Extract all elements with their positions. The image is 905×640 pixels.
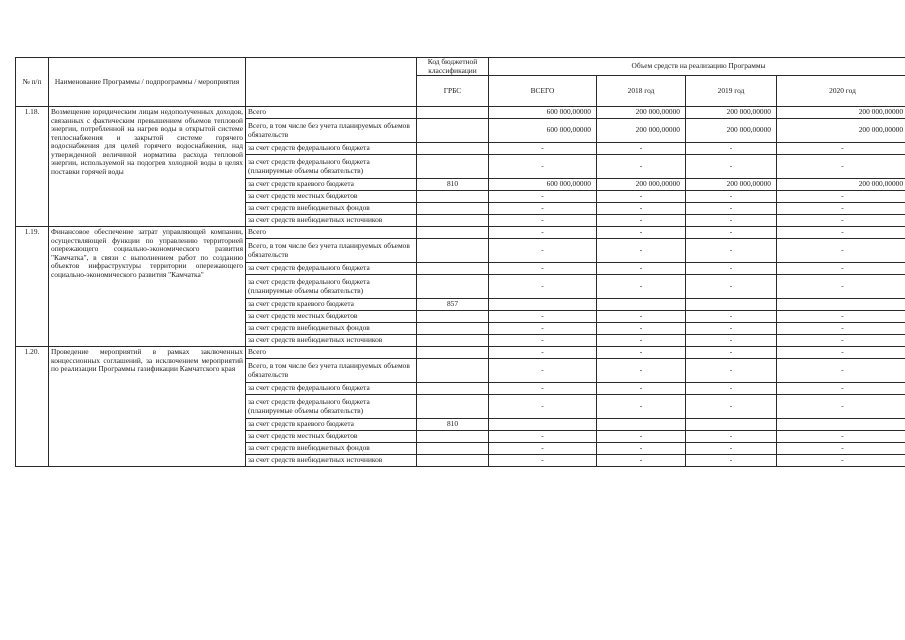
- funding-source: за счет средств федерального бюджета: [246, 143, 417, 155]
- value-2020: -: [777, 263, 905, 275]
- value-2019: -: [686, 155, 777, 179]
- funding-source: за счет средств внебюджетных фондов: [246, 323, 417, 335]
- header-num: № п/п: [16, 58, 49, 107]
- item-number: 1.19.: [16, 227, 49, 347]
- value-2019: -: [686, 203, 777, 215]
- value-2019: -: [686, 323, 777, 335]
- grbs-code: 810: [417, 419, 489, 431]
- item-name: Финансовое обеспечение затрат управляющей компании, осуществляющей функции по управлению территорией опережающего социально-экономического развития "Камчатка", в связи с выполнением работ по созданию объектов инфраструктуры территории опережающего социально-экономического развития "Камчатка": [49, 227, 246, 347]
- value-2019: 200 000,00000: [686, 179, 777, 191]
- value-2020: -: [777, 383, 905, 395]
- value-2019: -: [686, 215, 777, 227]
- grbs-code: [417, 119, 489, 143]
- funding-source: за счет средств внебюджетных источников: [246, 335, 417, 347]
- funding-source: Всего: [246, 227, 417, 239]
- value-2019: -: [686, 263, 777, 275]
- value-2018: -: [597, 143, 686, 155]
- header-2019: 2019 год: [686, 76, 777, 107]
- value-2020: 200 000,00000: [777, 107, 905, 119]
- value-2018: -: [597, 239, 686, 263]
- value-total: -: [489, 155, 597, 179]
- grbs-code: 810: [417, 179, 489, 191]
- grbs-code: [417, 431, 489, 443]
- value-2018: [597, 419, 686, 431]
- funding-source: за счет средств внебюджетных фондов: [246, 203, 417, 215]
- value-total: -: [489, 323, 597, 335]
- value-2019: 200 000,00000: [686, 107, 777, 119]
- funding-source: за счет средств краевого бюджета: [246, 179, 417, 191]
- value-2020: 200 000,00000: [777, 119, 905, 143]
- table-row: [16, 347, 905, 359]
- value-2018: -: [597, 263, 686, 275]
- grbs-code: [417, 323, 489, 335]
- grbs-code: [417, 107, 489, 119]
- header-grbs: ГРБС: [417, 76, 489, 107]
- value-2019: -: [686, 143, 777, 155]
- funding-source: Всего, в том числе без учета планируемых объемов обязательств: [246, 119, 417, 143]
- value-total: 600 000,00000: [489, 179, 597, 191]
- value-2020: -: [777, 347, 905, 359]
- funding-source: Всего: [246, 347, 417, 359]
- header-source: [246, 58, 417, 107]
- value-2020: -: [777, 227, 905, 239]
- value-2020: -: [777, 155, 905, 179]
- value-2020: -: [777, 443, 905, 455]
- grbs-code: [417, 203, 489, 215]
- value-2020: -: [777, 239, 905, 263]
- header-total: ВСЕГО: [489, 76, 597, 107]
- value-2019: -: [686, 191, 777, 203]
- budget-table: [15, 57, 905, 467]
- value-2018: -: [597, 347, 686, 359]
- value-total: -: [489, 143, 597, 155]
- value-2020: -: [777, 203, 905, 215]
- grbs-code: [417, 143, 489, 155]
- value-total: -: [489, 455, 597, 467]
- grbs-code: [417, 227, 489, 239]
- grbs-code: [417, 455, 489, 467]
- grbs-code: [417, 347, 489, 359]
- grbs-code: [417, 311, 489, 323]
- value-2018: 200 000,00000: [597, 107, 686, 119]
- value-2020: -: [777, 311, 905, 323]
- value-2020: [777, 419, 905, 431]
- value-total: -: [489, 227, 597, 239]
- grbs-code: [417, 275, 489, 299]
- value-2019: -: [686, 359, 777, 383]
- funding-source: за счет средств местных бюджетов: [246, 431, 417, 443]
- value-2020: -: [777, 395, 905, 419]
- table-body: [16, 107, 905, 467]
- value-2018: 200 000,00000: [597, 119, 686, 143]
- value-total: -: [489, 383, 597, 395]
- value-2020: -: [777, 335, 905, 347]
- item-number: 1.20.: [16, 347, 49, 467]
- table-header: [16, 58, 905, 107]
- grbs-code: [417, 239, 489, 263]
- value-total: -: [489, 203, 597, 215]
- value-2018: -: [597, 275, 686, 299]
- value-2019: 200 000,00000: [686, 119, 777, 143]
- value-2019: -: [686, 311, 777, 323]
- value-2020: -: [777, 323, 905, 335]
- funding-source: за счет средств краевого бюджета: [246, 419, 417, 431]
- funding-source: Всего, в том числе без учета планируемых объемов обязательств: [246, 239, 417, 263]
- header-name: Наименование Программы / подпрограммы / мероприятия: [49, 58, 246, 107]
- value-2020: -: [777, 215, 905, 227]
- table-row: [16, 107, 905, 119]
- value-2018: [597, 299, 686, 311]
- value-2019: -: [686, 431, 777, 443]
- value-total: -: [489, 359, 597, 383]
- value-2019: -: [686, 455, 777, 467]
- value-2018: -: [597, 311, 686, 323]
- funding-source: за счет средств краевого бюджета: [246, 299, 417, 311]
- funding-source: за счет средств федерального бюджета: [246, 263, 417, 275]
- item-name: Проведение мероприятий в рамках заключенных концессионных соглашений, за исключением мероприятий по реализации Программы газификации Камчатского края: [49, 347, 246, 467]
- value-total: -: [489, 191, 597, 203]
- value-2018: -: [597, 359, 686, 383]
- grbs-code: [417, 335, 489, 347]
- value-total: -: [489, 311, 597, 323]
- value-2018: 200 000,00000: [597, 179, 686, 191]
- value-total: -: [489, 275, 597, 299]
- item-name: Возмещение юридическим лицам недополученных доходов, связанных с фактическим превышением объемов тепловой энергии, потребленной на нагрев воды в открытой системе теплоснабжения и закрытой системе горячего водоснабжения для целей горячего водоснабжения, над утвержденной величиной норматива расхода тепловой энергии, используемой на подогрев холодной воды в целях поставки горячей воды: [49, 107, 246, 227]
- funding-source: за счет средств местных бюджетов: [246, 311, 417, 323]
- value-2018: -: [597, 155, 686, 179]
- value-total: 600 000,00000: [489, 107, 597, 119]
- value-2018: -: [597, 443, 686, 455]
- funding-source: за счет средств внебюджетных источников: [246, 215, 417, 227]
- funding-source: за счет средств внебюджетных источников: [246, 455, 417, 467]
- value-total: -: [489, 347, 597, 359]
- value-2018: -: [597, 191, 686, 203]
- value-2019: -: [686, 383, 777, 395]
- grbs-code: [417, 359, 489, 383]
- header-2018: 2018 год: [597, 76, 686, 107]
- value-2019: [686, 419, 777, 431]
- grbs-code: [417, 395, 489, 419]
- value-2019: -: [686, 239, 777, 263]
- funding-source: Всего, в том числе без учета планируемых объемов обязательств: [246, 359, 417, 383]
- value-2019: -: [686, 443, 777, 455]
- value-2018: -: [597, 455, 686, 467]
- value-2020: -: [777, 143, 905, 155]
- value-total: [489, 419, 597, 431]
- value-2018: -: [597, 215, 686, 227]
- header-code-group: Код бюджетной классификации: [417, 58, 489, 76]
- value-2019: -: [686, 275, 777, 299]
- value-2018: -: [597, 323, 686, 335]
- value-2018: -: [597, 431, 686, 443]
- value-2019: -: [686, 227, 777, 239]
- value-total: -: [489, 263, 597, 275]
- table-row: [16, 227, 905, 239]
- funding-source: за счет средств местных бюджетов: [246, 191, 417, 203]
- value-2019: -: [686, 335, 777, 347]
- grbs-code: [417, 155, 489, 179]
- header-2020: 2020 год: [777, 76, 905, 107]
- value-2018: -: [597, 227, 686, 239]
- funding-source: за счет средств федерального бюджета: [246, 383, 417, 395]
- value-2020: -: [777, 275, 905, 299]
- grbs-code: 857: [417, 299, 489, 311]
- funding-source: за счет средств федерального бюджета (планируемые объемы обязательств): [246, 155, 417, 179]
- value-2020: -: [777, 191, 905, 203]
- header-funding-group: Объем средств на реализацию Программы: [489, 58, 905, 76]
- grbs-code: [417, 191, 489, 203]
- value-2018: -: [597, 203, 686, 215]
- grbs-code: [417, 263, 489, 275]
- value-2019: -: [686, 347, 777, 359]
- item-number: 1.18.: [16, 107, 49, 227]
- value-total: -: [489, 335, 597, 347]
- value-total: -: [489, 431, 597, 443]
- value-2020: -: [777, 359, 905, 383]
- value-total: -: [489, 215, 597, 227]
- value-2020: [777, 299, 905, 311]
- value-2020: 200 000,00000: [777, 179, 905, 191]
- funding-source: за счет средств федерального бюджета (планируемые объемы обязательств): [246, 275, 417, 299]
- value-2018: -: [597, 395, 686, 419]
- value-2018: -: [597, 383, 686, 395]
- value-total: [489, 299, 597, 311]
- value-2020: -: [777, 455, 905, 467]
- value-total: 600 000,00000: [489, 119, 597, 143]
- value-2019: -: [686, 395, 777, 419]
- funding-source: за счет средств федерального бюджета (планируемые объемы обязательств): [246, 395, 417, 419]
- value-2018: -: [597, 335, 686, 347]
- funding-source: за счет средств внебюджетных фондов: [246, 443, 417, 455]
- value-total: -: [489, 443, 597, 455]
- value-total: -: [489, 239, 597, 263]
- value-total: -: [489, 395, 597, 419]
- value-2020: -: [777, 431, 905, 443]
- grbs-code: [417, 215, 489, 227]
- grbs-code: [417, 383, 489, 395]
- funding-source: Всего: [246, 107, 417, 119]
- grbs-code: [417, 443, 489, 455]
- value-2019: [686, 299, 777, 311]
